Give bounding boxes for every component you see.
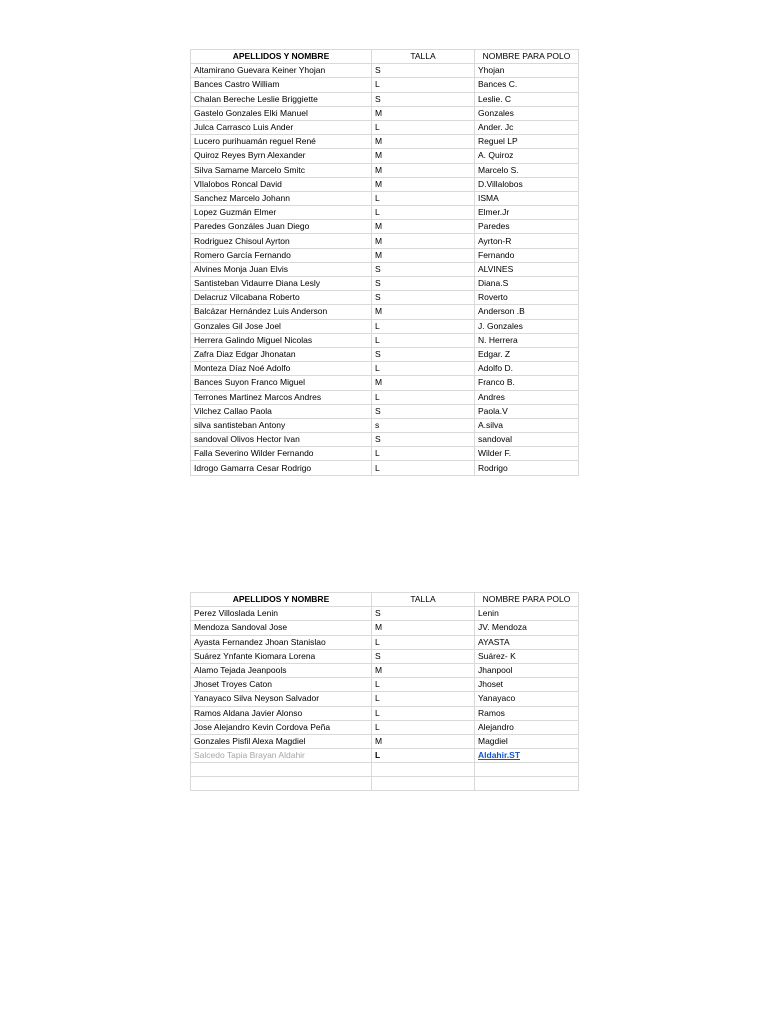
table-row <box>191 333 579 347</box>
table-row <box>191 649 579 663</box>
cell-name: Ayasta Fernandez Jhoan Stanislao <box>191 635 372 649</box>
cell-shirt-name: D.Villalobos <box>475 177 579 191</box>
cell-shirt-name: Alejandro <box>475 720 579 734</box>
table-row <box>191 262 579 276</box>
cell-name: Idrogo Gamarra Cesar Rodrigo <box>191 461 372 475</box>
cell-name: Quiroz Reyes Byrn Alexander <box>191 149 372 163</box>
cell-name: Alvines Monja Juan Elvis <box>191 262 372 276</box>
cell-name: Julca Carrasco Luis Ander <box>191 120 372 134</box>
cell-name: silva santisteban Antony <box>191 418 372 432</box>
table-row <box>191 390 579 404</box>
table-row <box>191 177 579 191</box>
cell-name: Monteza Díaz Noé Adolfo <box>191 362 372 376</box>
cell-size: L <box>372 362 475 376</box>
cell-shirt-name: Yanayaco <box>475 692 579 706</box>
cell-shirt-name: Suárez- K <box>475 649 579 663</box>
table-row <box>191 461 579 475</box>
cell-name: Delacruz Vilcabana Roberto <box>191 291 372 305</box>
empty-cell <box>372 777 475 791</box>
cell-shirt-name: J. Gonzales <box>475 319 579 333</box>
cell-name: Terrones Martinez Marcos Andres <box>191 390 372 404</box>
cell-size: L <box>372 678 475 692</box>
cell-size: M <box>372 248 475 262</box>
cell-shirt-name: Rodrigo <box>475 461 579 475</box>
empty-cell <box>191 777 372 791</box>
cell-size: M <box>372 220 475 234</box>
table-row <box>191 433 579 447</box>
cell-shirt-name: Franco B. <box>475 376 579 390</box>
table-row <box>191 362 579 376</box>
empty-cell <box>372 763 475 777</box>
cell-name: sandoval Olivos Hector Ivan <box>191 433 372 447</box>
cell-shirt-name: Edgar. Z <box>475 347 579 361</box>
table-row <box>191 347 579 361</box>
cell-name: Bances Suyon Franco Miguel <box>191 376 372 390</box>
cell-name: Suárez Ynfante Kiomara Lorena <box>191 649 372 663</box>
cell-name: Paredes Gonzáles Juan Diego <box>191 220 372 234</box>
cell-name: Lucero purihuamán reguel René <box>191 135 372 149</box>
cell-name: Zafra Diaz Edgar Jhonatan <box>191 347 372 361</box>
cell-name: Balcázar Hernández Luis Anderson <box>191 305 372 319</box>
cell-size: L <box>372 390 475 404</box>
table-row <box>191 720 579 734</box>
cell-shirt-name: Marcelo S. <box>475 163 579 177</box>
cell-shirt-name: Anderson .B <box>475 305 579 319</box>
cell-size: M <box>372 106 475 120</box>
cell-name: Gonzales Pisfil Alexa Magdiel <box>191 734 372 748</box>
cell-name: Jose Alejandro Kevin Cordova Peña <box>191 720 372 734</box>
cell-shirt-name: Wilder F. <box>475 447 579 461</box>
cell-shirt-name: Magdiel <box>475 734 579 748</box>
cell-name: Falla Severino Wilder Fernando <box>191 447 372 461</box>
cell-name: Gastelo Gonzales Elki Manuel <box>191 106 372 120</box>
cell-shirt-name: N. Herrera <box>475 333 579 347</box>
size-table-1 <box>190 49 579 476</box>
cell-name: Salcedo Tapia Brayan Aldahir <box>191 749 372 763</box>
cell-size: M <box>372 376 475 390</box>
cell-size: s <box>372 418 475 432</box>
cell-shirt-name: Andres <box>475 390 579 404</box>
table-row <box>191 621 579 635</box>
table-row <box>191 220 579 234</box>
cell-shirt-name: Lenin <box>475 607 579 621</box>
cell-shirt-name: Diana.S <box>475 277 579 291</box>
table-row <box>191 92 579 106</box>
table-row <box>191 120 579 134</box>
cell-size: S <box>372 649 475 663</box>
table-row <box>191 418 579 432</box>
cell-name: Yanayaco Silva Neyson Salvador <box>191 692 372 706</box>
cell-size: L <box>372 333 475 347</box>
cell-size: L <box>372 319 475 333</box>
cell-name: Alamo Tejada Jeanpools <box>191 663 372 677</box>
cell-name: Lopez Guzmán Elmer <box>191 206 372 220</box>
cell-shirt-name: Adolfo D. <box>475 362 579 376</box>
cell-size: L <box>372 120 475 134</box>
cell-shirt-name: Elmer.Jr <box>475 206 579 220</box>
cell-name: Gonzales Gil Jose Joel <box>191 319 372 333</box>
table-row <box>191 305 579 319</box>
shirt-name-link[interactable]: Aldahir.ST <box>475 749 579 763</box>
cell-shirt-name: Gonzales <box>475 106 579 120</box>
header-row <box>191 593 579 607</box>
table-row <box>191 149 579 163</box>
cell-size: M <box>372 305 475 319</box>
cell-name: Silva Samame Marcelo Smitc <box>191 163 372 177</box>
header-row <box>191 50 579 64</box>
cell-shirt-name: Ayrton-R <box>475 234 579 248</box>
table-row <box>191 663 579 677</box>
cell-shirt-name: AYASTA <box>475 635 579 649</box>
cell-size: L <box>372 749 475 763</box>
cell-shirt-name: ALVINES <box>475 262 579 276</box>
cell-size: L <box>372 447 475 461</box>
cell-size: S <box>372 64 475 78</box>
cell-shirt-name: sandoval <box>475 433 579 447</box>
cell-shirt-name: A. Quiroz <box>475 149 579 163</box>
empty-row <box>191 777 579 791</box>
cell-size: S <box>372 92 475 106</box>
cell-shirt-name: Ander. Jc <box>475 120 579 134</box>
cell-size: M <box>372 149 475 163</box>
cell-name: Ramos Aldana Javier Alonso <box>191 706 372 720</box>
cell-size: L <box>372 191 475 205</box>
cell-name: Jhoset Troyes Caton <box>191 678 372 692</box>
cell-size: L <box>372 706 475 720</box>
cell-size: L <box>372 206 475 220</box>
header-name: APELLIDOS Y NOMBRE <box>191 593 372 607</box>
cell-size: L <box>372 461 475 475</box>
cell-size: S <box>372 404 475 418</box>
cell-size: S <box>372 433 475 447</box>
table-row <box>191 447 579 461</box>
cell-name: VIlalobos Roncal David <box>191 177 372 191</box>
cell-name: Perez Villoslada Lenin <box>191 607 372 621</box>
empty-cell <box>475 777 579 791</box>
cell-shirt-name: Paola.V <box>475 404 579 418</box>
empty-cell <box>475 763 579 777</box>
cell-size: S <box>372 607 475 621</box>
cell-shirt-name: Paredes <box>475 220 579 234</box>
table-row <box>191 635 579 649</box>
cell-size: L <box>372 635 475 649</box>
cell-shirt-name: Jhoset <box>475 678 579 692</box>
cell-size: L <box>372 78 475 92</box>
table-row <box>191 106 579 120</box>
cell-name: Chalan Bereche Leslie Briggiette <box>191 92 372 106</box>
table-row <box>191 234 579 248</box>
table-row <box>191 64 579 78</box>
cell-shirt-name: Roverto <box>475 291 579 305</box>
cell-shirt-name: Jhanpool <box>475 663 579 677</box>
cell-size: M <box>372 621 475 635</box>
cell-shirt-name: Reguel LP <box>475 135 579 149</box>
cell-name: Rodriguez Chisoul Ayrton <box>191 234 372 248</box>
cell-size: M <box>372 663 475 677</box>
table-row <box>191 678 579 692</box>
table-row <box>191 163 579 177</box>
table-row <box>191 404 579 418</box>
table-row <box>191 319 579 333</box>
header-shirt-name: NOMBRE PARA POLO <box>475 593 579 607</box>
empty-cell <box>191 763 372 777</box>
table-row <box>191 706 579 720</box>
cell-shirt-name: Ramos <box>475 706 579 720</box>
cell-size: S <box>372 262 475 276</box>
header-size: TALLA <box>372 593 475 607</box>
table-row <box>191 135 579 149</box>
cell-shirt-name: ISMA <box>475 191 579 205</box>
cell-size: M <box>372 177 475 191</box>
cell-name: Altamirano Guevara Keiner Yhojan <box>191 64 372 78</box>
table-row <box>191 291 579 305</box>
table-row <box>191 206 579 220</box>
cell-name: Herrera Galindo Miguel Nicolas <box>191 333 372 347</box>
cell-name: Bances Castro William <box>191 78 372 92</box>
cell-size: M <box>372 734 475 748</box>
cell-shirt-name: Yhojan <box>475 64 579 78</box>
cell-size: S <box>372 277 475 291</box>
cell-shirt-name: Bances C. <box>475 78 579 92</box>
table-row <box>191 78 579 92</box>
table-row <box>191 734 579 748</box>
table-row <box>191 607 579 621</box>
cell-size: L <box>372 720 475 734</box>
cell-name: Mendoza Sandoval Jose <box>191 621 372 635</box>
cell-size: M <box>372 163 475 177</box>
size-table-2 <box>190 592 579 791</box>
cell-shirt-name: Leslie. C <box>475 92 579 106</box>
table-row <box>191 191 579 205</box>
cell-name: Santisteban Vidaurre Diana Lesly <box>191 277 372 291</box>
header-shirt-name: NOMBRE PARA POLO <box>475 50 579 64</box>
cell-size: M <box>372 135 475 149</box>
cell-size: L <box>372 692 475 706</box>
table-row <box>191 277 579 291</box>
table-row <box>191 248 579 262</box>
cell-name: Romero García Fernando <box>191 248 372 262</box>
cell-shirt-name: JV. Mendoza <box>475 621 579 635</box>
table-row <box>191 749 579 763</box>
cell-shirt-name: A.silva <box>475 418 579 432</box>
table-row <box>191 376 579 390</box>
cell-shirt-name: Fernando <box>475 248 579 262</box>
cell-size: M <box>372 234 475 248</box>
cell-size: S <box>372 291 475 305</box>
header-name: APELLIDOS Y NOMBRE <box>191 50 372 64</box>
cell-name: Sanchez Marcelo Johann <box>191 191 372 205</box>
table-row <box>191 692 579 706</box>
empty-row <box>191 763 579 777</box>
header-size: TALLA <box>372 50 475 64</box>
cell-size: S <box>372 347 475 361</box>
cell-name: Vilchez Callao Paola <box>191 404 372 418</box>
